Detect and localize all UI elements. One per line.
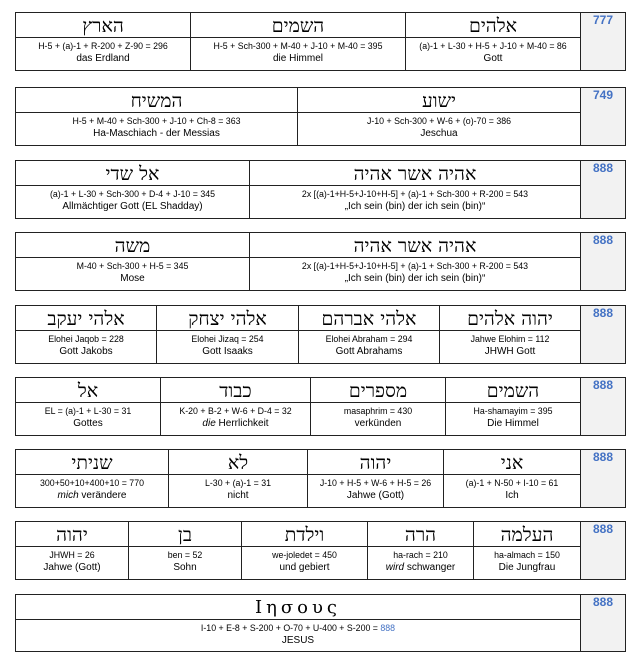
translation (368, 561, 473, 574)
word-cell (406, 13, 581, 71)
formula-text: L-30 + (a)-1 = 31 (204, 478, 271, 488)
word-cell (474, 522, 581, 580)
word-cell (308, 450, 444, 508)
formula-text: (a)-1 + L-30 + Sch-300 + D-4 + J-10 = 345 (49, 189, 216, 199)
translation-text: Allmächtiger Gott (EL Shadday) (62, 201, 203, 212)
translation (299, 345, 439, 358)
formula-text: 300+50+10+400+10 = 770 (40, 478, 144, 488)
word-cell (16, 233, 250, 291)
row-table (15, 160, 626, 219)
translation-text: JHWH Gott (484, 346, 536, 357)
hebrew-word: שניתי (16, 450, 168, 475)
word-cell (129, 522, 242, 580)
gematria-formula (299, 331, 439, 345)
formula-text: I-10 + E-8 + S-200 + O-70 + U-400 + S-200 = (200, 623, 381, 633)
translation-text: Gottes (73, 418, 103, 429)
gematria-formula (16, 38, 190, 52)
gematria-formula (444, 475, 580, 489)
hebrew-word: מספרים (311, 378, 445, 403)
gematria-formula (250, 258, 580, 272)
translation-text: Die Himmel (487, 418, 539, 429)
formula-text: JHWH = 26 (49, 550, 95, 560)
hebrew-word: אלהי יצחק (157, 306, 298, 331)
translation (16, 634, 580, 647)
word-cell (16, 306, 157, 364)
formula-text: (a)-1 + L-30 + H-5 + J-10 + M-40 = 86 (419, 41, 567, 51)
gematria-formula (157, 331, 298, 345)
greek-word: Ιησους (16, 595, 580, 620)
hebrew-word: יהוה (16, 522, 128, 547)
formula-text: H-5 + Sch-300 + M-40 + J-10 + M-40 = 395 (213, 41, 383, 51)
hebrew-word: השמים (446, 378, 580, 403)
translation (169, 489, 307, 502)
gematria-formula (16, 547, 128, 561)
row-table (15, 305, 626, 364)
translation-emphasis: wird (385, 562, 405, 573)
word-cell (16, 161, 250, 219)
translation-text: verändere (78, 490, 127, 501)
formula-text: Jahwe Elohim = 112 (470, 334, 550, 344)
gematria-row (15, 594, 625, 652)
word-cell (368, 522, 474, 580)
translation (16, 52, 190, 65)
formula-text: ha-rach = 210 (393, 550, 448, 560)
hebrew-word: יהוה אלהים (440, 306, 580, 331)
translation (16, 489, 168, 502)
formula-text: masaphrim = 430 (343, 406, 413, 416)
hebrew-word: אלהים (406, 13, 580, 38)
formula-text: K-20 + B-2 + W-6 + D-4 = 32 (179, 406, 292, 416)
translation (446, 417, 580, 430)
gematria-row (15, 521, 625, 580)
translation-text: „Ich sein (bin) der ich sein (bin)“ (344, 201, 486, 212)
translation (16, 127, 297, 140)
gematria-formula (16, 258, 249, 272)
gematria-formula (308, 475, 443, 489)
translation-text: verkünden (354, 418, 402, 429)
translation-text: Mose (120, 273, 145, 284)
translation-text: Ha-Maschiach - der Messias (93, 128, 220, 139)
translation-text: Die Jungfrau (498, 562, 556, 573)
formula-text: we-joledet = 450 (272, 550, 337, 560)
formula-text: H-5 + M-40 + Sch-300 + J-10 + Ch-8 = 363 (72, 116, 241, 126)
hebrew-word: אהיה אשר אהיה (250, 161, 580, 186)
word-cell (169, 450, 308, 508)
gematria-row (15, 160, 625, 219)
word-cell (299, 306, 440, 364)
translation-text: Sohn (173, 562, 197, 573)
gematria-formula (16, 113, 297, 127)
gematria-formula (298, 113, 580, 127)
formula-text: ben = 52 (167, 550, 203, 560)
formula-total-highlight: 888 (380, 623, 396, 633)
word-cell (191, 13, 406, 71)
gematria-row (15, 87, 625, 146)
translation (16, 417, 160, 430)
translation (157, 345, 298, 358)
gematria-row (15, 305, 625, 364)
word-cell (16, 595, 581, 652)
translation-text: Gott Abrahams (335, 346, 403, 357)
formula-text: Elohei Abraham = 294 (325, 334, 413, 344)
gematria-formula (16, 186, 249, 200)
word-cell (440, 306, 581, 364)
row-table (15, 377, 626, 436)
formula-text: Elohei Jaqob = 228 (48, 334, 124, 344)
formula-text: Ha-shamayim = 395 (473, 406, 553, 416)
translation (311, 417, 445, 430)
translation (161, 417, 310, 430)
gematria-total: 888 (581, 306, 626, 364)
hebrew-word: הארץ (16, 13, 190, 38)
formula-text: 2x [(a)-1+H-5+J-10+H-5] + (a)-1 + Sch-300 + R-200 = 543 (301, 261, 529, 271)
translation-text: schwanger (404, 562, 456, 573)
hebrew-word: וילדת (242, 522, 367, 547)
translation-text: Ich (505, 490, 519, 501)
translation-emphasis: die (202, 418, 216, 429)
word-cell (16, 450, 169, 508)
formula-text: ha-almach = 150 (494, 550, 560, 560)
word-cell (16, 378, 161, 436)
translation-text: Jahwe (Gott) (346, 490, 405, 501)
translation (308, 489, 443, 502)
translation (16, 561, 128, 574)
gematria-formula (368, 547, 473, 561)
translation (242, 561, 367, 574)
translation (250, 200, 580, 213)
formula-text: M-40 + Sch-300 + H-5 = 345 (76, 261, 189, 271)
translation (16, 272, 249, 285)
gematria-row (15, 449, 625, 508)
gematria-formula (16, 403, 160, 417)
gematria-formula (16, 331, 156, 345)
translation-text: und gebiert (279, 562, 330, 573)
gematria-formula (446, 403, 580, 417)
gematria-total: 777 (581, 13, 626, 71)
formula-text: EL = (a)-1 + L-30 = 31 (44, 406, 132, 416)
gematria-total: 888 (581, 450, 626, 508)
translation-text: JESUS (281, 635, 315, 646)
hebrew-word: אל (16, 378, 160, 403)
word-cell (16, 88, 298, 146)
gematria-formula (406, 38, 580, 52)
word-cell (16, 522, 129, 580)
gematria-row (15, 377, 625, 436)
translation (129, 561, 241, 574)
translation-text: das Erdland (76, 53, 130, 64)
hebrew-word: אלהי יעקב (16, 306, 156, 331)
translation-text: Jahwe (Gott) (43, 562, 101, 573)
formula-text: Elohei Jizaq = 254 (191, 334, 264, 344)
word-cell (157, 306, 299, 364)
formula-text: J-10 + Sch-300 + W-6 + (o)-70 = 386 (366, 116, 512, 126)
translation (250, 272, 580, 285)
translation-text: die Himmel (272, 53, 323, 64)
translation (191, 52, 405, 65)
gematria-total: 888 (581, 161, 626, 219)
word-cell (16, 13, 191, 71)
gematria-formula (311, 403, 445, 417)
row-table (15, 232, 626, 291)
word-cell (250, 233, 581, 291)
gematria-formula (129, 547, 241, 561)
row-table (15, 521, 626, 580)
hebrew-word: אני (444, 450, 580, 475)
gematria-formula (16, 620, 580, 634)
gematria-total: 888 (581, 378, 626, 436)
word-cell (311, 378, 446, 436)
formula-text: (a)-1 + N-50 + I-10 = 61 (465, 478, 559, 488)
word-cell (242, 522, 368, 580)
translation (406, 52, 580, 65)
word-cell (444, 450, 581, 508)
row-table (15, 449, 626, 508)
gematria-total: 888 (581, 595, 626, 652)
row-table (15, 12, 626, 71)
translation (16, 200, 249, 213)
hebrew-word: בן (129, 522, 241, 547)
gematria-formula (440, 331, 580, 345)
hebrew-word: העלמה (474, 522, 580, 547)
formula-text: 2x [(a)-1+H-5+J-10+H-5] + (a)-1 + Sch-300 + R-200 = 543 (301, 189, 529, 199)
hebrew-word: המשיח (16, 88, 297, 113)
gematria-total: 749 (581, 88, 626, 146)
translation-text: „Ich sein (bin) der ich sein (bin)“ (344, 273, 486, 284)
hebrew-word: כבוד (161, 378, 310, 403)
hebrew-word: אלהי אברהם (299, 306, 439, 331)
formula-text: J-10 + H-5 + W-6 + H-5 = 26 (319, 478, 432, 488)
gematria-formula (242, 547, 367, 561)
gematria-row (15, 232, 625, 291)
hebrew-word: יהוה (308, 450, 443, 475)
hebrew-word: אל שדי (16, 161, 249, 186)
gematria-formula (16, 475, 168, 489)
hebrew-word: השמים (191, 13, 405, 38)
translation-text: nicht (227, 490, 249, 501)
word-cell (298, 88, 581, 146)
translation-text: Jeschua (420, 128, 458, 139)
word-cell (161, 378, 311, 436)
translation-emphasis: mich (57, 490, 79, 501)
gematria-formula (474, 547, 580, 561)
gematria-row (15, 12, 625, 71)
hebrew-word: הרה (368, 522, 473, 547)
formula-text: H-5 + (a)-1 + R-200 + Z-90 = 296 (38, 41, 168, 51)
gematria-total: 888 (581, 522, 626, 580)
gematria-formula (250, 186, 580, 200)
row-table (15, 87, 626, 146)
hebrew-word: ישוע (298, 88, 580, 113)
translation-text: Gott (483, 53, 503, 64)
translation (298, 127, 580, 140)
gematria-formula (191, 38, 405, 52)
translation (440, 345, 580, 358)
hebrew-word: אהיה אשר אהיה (250, 233, 580, 258)
translation (474, 561, 580, 574)
gematria-formula (161, 403, 310, 417)
row-table (15, 594, 626, 652)
translation (444, 489, 580, 502)
translation (16, 345, 156, 358)
hebrew-word: לא (169, 450, 307, 475)
word-cell (446, 378, 581, 436)
translation-text: Herrlichkeit (215, 418, 269, 429)
gematria-formula (169, 475, 307, 489)
gematria-total: 888 (581, 233, 626, 291)
word-cell (250, 161, 581, 219)
translation-text: Gott Isaaks (202, 346, 253, 357)
hebrew-word: משה (16, 233, 249, 258)
translation-text: Gott Jakobs (59, 346, 113, 357)
